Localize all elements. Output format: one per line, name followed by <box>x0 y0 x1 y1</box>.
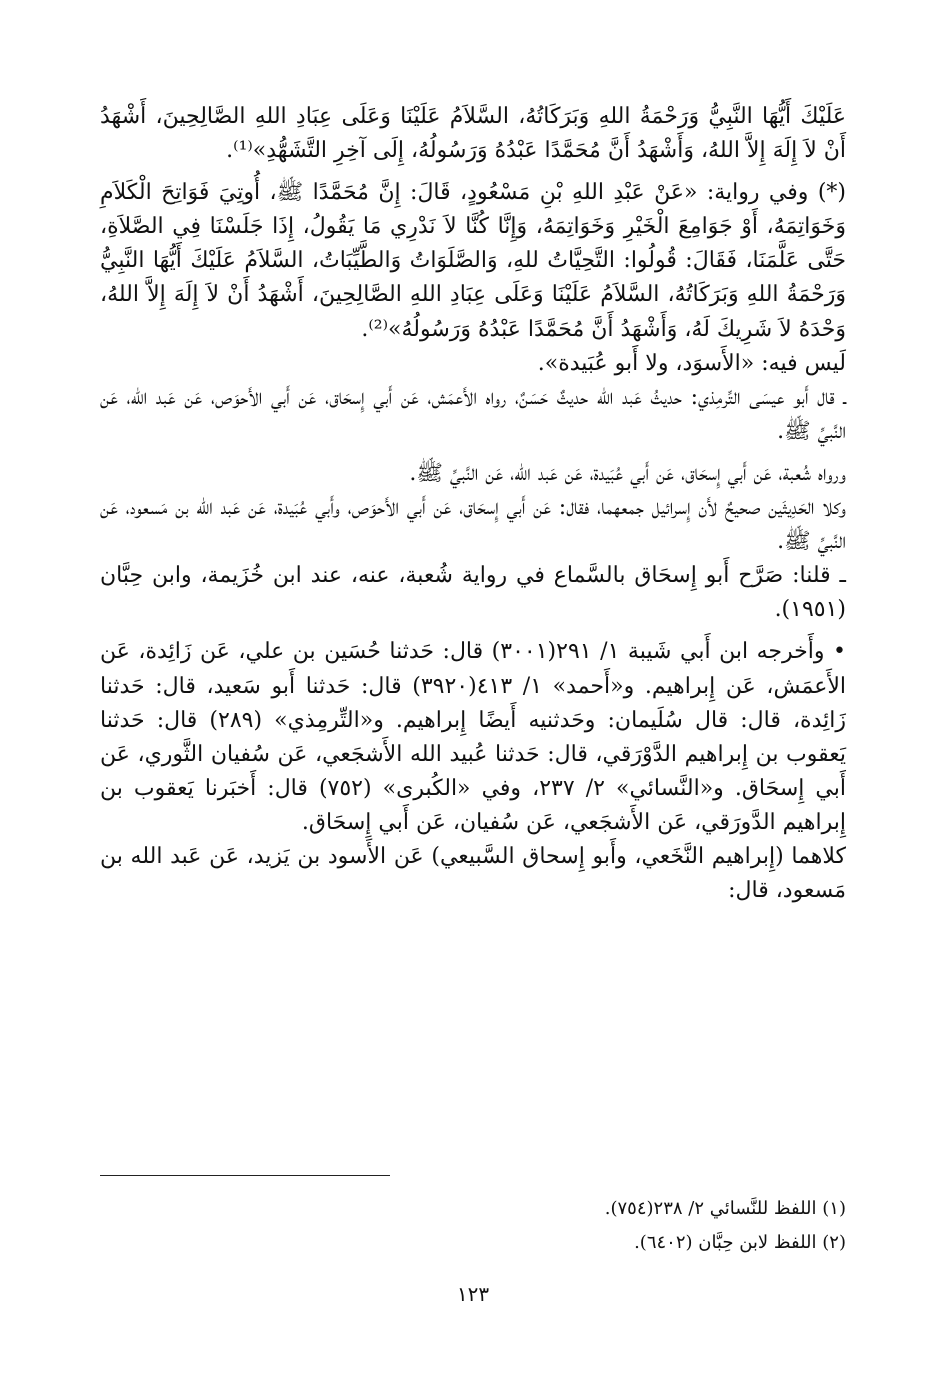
page-number: ١٢٣ <box>456 1282 490 1306</box>
paragraph-2: (*) وفي رواية: «عَنْ عَبْدِ اللهِ بْنِ مَسْعُودٍ، قَالَ: إِنَّ مُحَمَّدًا ﷺ، أُوتِيَ فَوَاتِحَ الْكَلاَمِ وَخَوَاتِمَهُ، أَوْ جَوَامِعَ الْخَيْرِ وَخَوَاتِمَهُ، وَإِنَّا كُنَّا لاَ نَدْرِي مَا يَقُولُ، إِذَا جَلَسْنَا فِي الصَّلاَةِ، حَتَّى عَلَّمَنَا، فَقَالَ: قُولُوا: التَّحِيَّاتُ للهِ، وَالصَّلَوَاتُ وَالطَّيِّبَاتُ، السَّلاَمُ عَلَيْكَ أَيُّهَا النَّبِيُّ وَرَحْمَةُ اللهِ وَبَرَكَاتُهُ، السَّلاَمُ عَلَيْنَا وَعَلَى عِبَادِ اللهِ الصَّالِحِينَ، أَشْهَدُ أَنْ لاَ إِلَهَ إِلاَّ اللهُ، وَحْدَهُ لاَ شَرِيكَ لَهُ، وَأَشْهَدُ أَنَّ مُحَمَّدًا عَبْدُهُ وَرَسُولُهُ»⁽²⁾. <box>100 180 846 342</box>
main-text <box>100 100 846 908</box>
footnote-2: (٢) اللفظ لابن حِبَّان (٦٤٠٢). <box>634 1232 846 1254</box>
paragraph-9: كلاهما (إِبراهيم النَّخَعي، وأَبو إِسحاق السَّبيعي) عَن الأَسود بن يَزيد، عَن عَبد الله بن مَسعود، قال: <box>100 843 846 904</box>
footnote-divider <box>100 1175 390 1176</box>
paragraph-5: ورواه شُعبة، عَن أَبي إِسحَاق، عَن أَبي عُبَيدة، عَن عَبد الله، عَن النَّبيِّ ﷺ. <box>409 460 846 486</box>
paragraph-4: ـ قال أَبو عيسَى التِّرمِذي: حديثُ عَبد الله حديثٌ حَسَنٌ، رواه الأَعمَش، عَن أَبي إِسحَاق، عَن أَبي الأَحوَص، عَن عَبد الله، عَن النَّبيِّ ﷺ. <box>100 384 846 444</box>
paragraph-7: ـ قلنا: صَرَّح أَبو إِسحَاق بالسَّماع في رواية شُعبة، عنه، عند ابن خُزَيمة، وابن حِبَّان (١٩٥١). <box>100 563 846 623</box>
footnotes <box>100 1192 846 1260</box>
paragraph-1: عَلَيْكَ أَيُّهَا النَّبِيُّ وَرَحْمَةُ اللهِ وَبَرَكَاتُهُ، السَّلاَمُ عَلَيْنَا وَعَلَى عِبَادِ اللهِ الصَّالِحِينَ، أَشْهَدُ أَنْ لاَ إِلَهَ إِلاَّ اللهُ، وَأَشْهَدُ أَنَّ مُحَمَّدًا عَبْدُهُ وَرَسُولُهُ، إِلَى آخِرِ التَّشَهُّدِ»⁽¹⁾. <box>100 104 846 164</box>
book-page <box>100 100 846 1330</box>
footnote-1: (١) اللفظ للنَّسائي ٢/ ٢٣٨(٧٥٤). <box>604 1198 846 1219</box>
paragraph-8: • وأَخرجه ابن أَبي شَيبة ١/ ٢٩١(٣٠٠١) قال: حَدثنا حُسَين بن علي، عَن زَائِدة، عَن الأَعمَش، عَن إِبراهيم. و«أَحمد» ١/ ٤١٣(٣٩٢٠) قال: حَدثنا أَبو سَعيد، قال: حَدثنا زَائِدة، قال: قال سُلَيمان: وحَدثنيه أَيضًا إِبراهيم. و«التِّرمِذي» (٢٨٩) قال: حَدثنا يَعقوب بن إِبراهيم الدَّوْرَقي، قال: حَدثنا عُبيد الله الأَشجَعي، عَن سُفيان الثَّوري، عَن أَبي إِسحَاق. و«النَّسائي» ٢/ ٢٣٧، وفي «الكُبرى» (٧٥٢) قال: أَخبَرنا يَعقوب بن إِبراهيم الدَّورَقي، عَن الأَشجَعي، عَن سُفيان، عَن أَبي إِسحَاق. <box>100 639 847 835</box>
paragraph-3: لَيس فيه: «الأَسوَد، ولا أَبو عُبَيدة». <box>537 350 846 376</box>
paragraph-6: وكلا الحَدِيثَين صحيحٌ لأَن إِسرائيل جمعهما، فقال: عَن أَبي إِسحَاق، عَن أَبي الأَحوَص، وأَبي عُبَيدة، عَن عَبد الله بن مَسعود، عَن النَّبيِّ ﷺ. <box>100 495 846 555</box>
